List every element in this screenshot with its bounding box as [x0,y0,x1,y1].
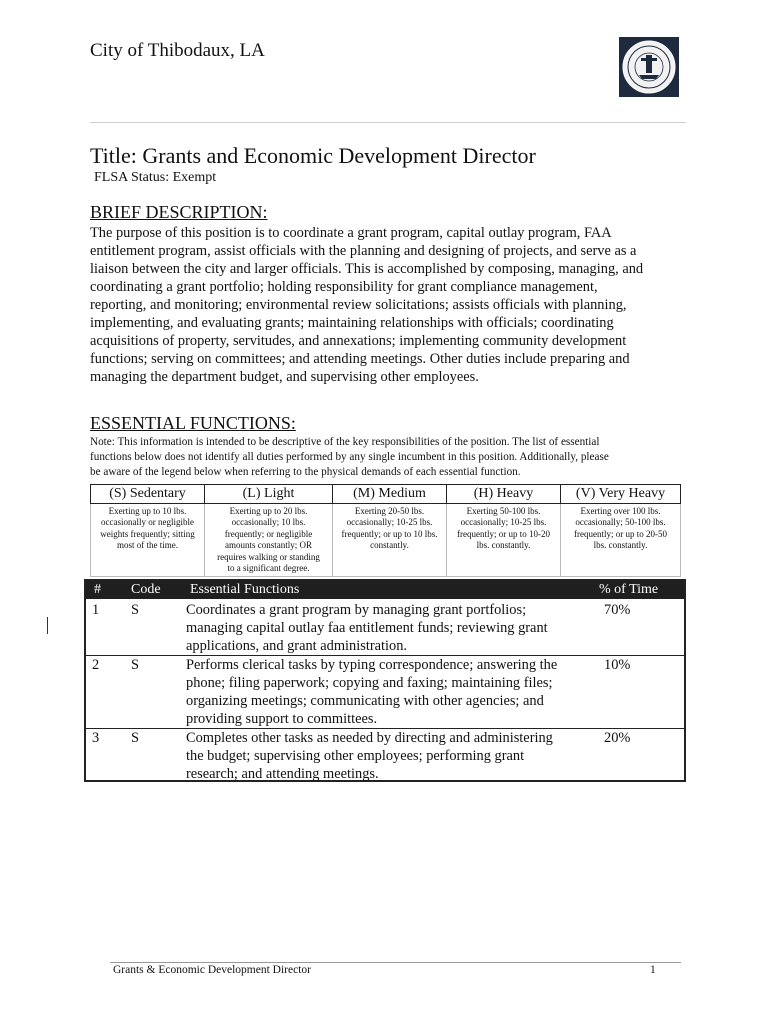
legend-line: Exerting 50-100 lbs. [466,506,541,516]
legend-line: most of the time. [117,540,178,551]
row-1-time: 70% [604,602,631,618]
header-num: # [94,582,101,597]
essential-functions-heading: ESSENTIAL FUNCTIONS: [90,413,296,433]
row-3-num: 3 [92,730,100,746]
legend-line: requires walking or standing [217,551,320,562]
brief-line: coordinating a grant portfolio; holding responsibility for grant compliance management, [90,279,598,295]
row-line: the budget; supervising other employees; performing grant [186,748,525,764]
legend-header-medium: (M) Medium [333,485,447,504]
row-1-code: S [131,602,140,618]
header-divider [90,122,686,123]
essential-functions-table [84,579,686,782]
flsa-status: FLSA Status: Exempt [94,170,217,185]
legend-line: weights frequently; sitting [100,528,195,539]
legend-line: Exerting up to 10 lbs. [108,506,187,516]
note-line: Note: This information is intended to be descriptive of the key responsibilities of the position. The list of essential [90,436,600,448]
city-header: City of Thibodaux, LA [90,40,265,61]
header-essential-functions: Essential Functions [190,582,300,597]
row-1-num: 1 [92,602,100,618]
legend-desc-sedentary [91,504,205,577]
brief-line: implementing, and evaluating grants; maintaining relationships with officials; coordinating [90,315,614,331]
row-3-description [186,729,553,783]
row-line: organizing meetings; communicating with other agencies; and [186,693,544,709]
legend-line: frequently; or up to 10 lbs. [341,528,438,539]
legend-desc-heavy [447,504,561,577]
legend-desc-medium [333,504,447,577]
legend-line: amounts constantly; OR [225,540,312,551]
legend-desc-light [205,504,333,577]
footer-divider [110,962,681,963]
row-3-code: S [131,730,140,746]
row-2-num: 2 [92,657,100,673]
header-percent-time: % of Time [599,582,659,597]
row-line: applications, and grant administration. [186,638,408,654]
brief-description-heading: BRIEF DESCRIPTION: [90,202,268,222]
row-2-time: 10% [604,657,631,673]
legend-line: frequently; or negligible [224,528,313,539]
footer-title: Grants & Economic Development Director [113,964,311,976]
legend-line: Exerting over 100 lbs. [580,506,661,516]
legend-line: Exerting 20-50 lbs. [354,506,425,516]
legend-line: lbs. constantly. [476,540,531,551]
legend-line: occasionally; 10 lbs. [231,517,306,528]
brief-line: liaison between the city and larger officials. This is accomplished by composing, managing, and [90,261,644,277]
legend-desc-very-heavy [561,504,681,577]
row-line: providing support to committees. [186,711,378,727]
row-line: phone; filing paperwork; copying and faxing; maintaining files; [186,675,553,691]
legend-line: occasionally; 50-100 lbs. [575,517,666,528]
text-cursor [47,617,48,634]
legend-line: occasionally; 10-25 lbs. [460,517,547,528]
legend-line: frequently; or up to 20-50 [574,528,667,539]
row-2-code: S [131,657,140,673]
note-line: be aware of the legend below when referring to the physical demands of each essential function. [90,466,521,478]
legend-line: frequently; or up to 10-20 [457,528,550,539]
brief-line: The purpose of this position is to coordinate a grant program, capital outlay program, FAA [90,225,612,241]
city-seal-icon [619,37,679,97]
header-code: Code [131,582,161,597]
brief-line: entitlement program, assist officials with the planning and designing of projects, and serve as a [90,243,637,259]
row-3-time: 20% [604,730,631,746]
brief-description-text [90,224,690,386]
row-line: research; and attending meetings. [186,766,379,782]
row-1-description [186,601,548,655]
legend-header-sedentary: (S) Sedentary [91,485,205,504]
legend-line: lbs. constantly. [593,540,648,551]
legend-header-heavy: (H) Heavy [447,485,561,504]
legend-header-light: (L) Light [205,485,333,504]
row-line: managing capital outlay faa entitlement funds; reviewing grant [186,620,548,636]
row-line: Completes other tasks as needed by directing and administering [186,730,553,746]
functions-header-row [86,581,684,599]
legend-line: to a significant degree. [227,563,310,574]
legend-line: occasionally; 10-25 lbs. [346,517,433,528]
physical-demands-legend [90,484,681,577]
row-line: Performs clerical tasks by typing correspondence; answering the [186,657,558,673]
note-line: functions below does not identify all duties performed by any single incumbent in this position. Additionally, please [90,451,609,463]
document-title: Title: Grants and Economic Development Director [90,143,536,168]
legend-header-very-heavy: (V) Very Heavy [561,485,681,504]
page-number: 1 [650,964,656,976]
essential-note [90,435,690,480]
row-line: Coordinates a grant program by managing grant portfolios; [186,602,527,618]
row-2-description [186,656,557,728]
legend-line: Exerting up to 20 lbs. [229,506,308,516]
brief-line: functions; serving on committees; and attending meetings. Other duties include preparing and [90,351,630,367]
legend-line: occasionally or negligible [101,517,194,528]
brief-line: managing the department budget, and supervising other employees. [90,369,479,385]
legend-line: constantly. [370,540,409,551]
brief-line: acquisitions of property, servitudes, and annexations; implementing community development [90,333,627,349]
brief-line: reporting, and monitoring; environmental review solicitations; assists officials with planning, [90,297,627,313]
